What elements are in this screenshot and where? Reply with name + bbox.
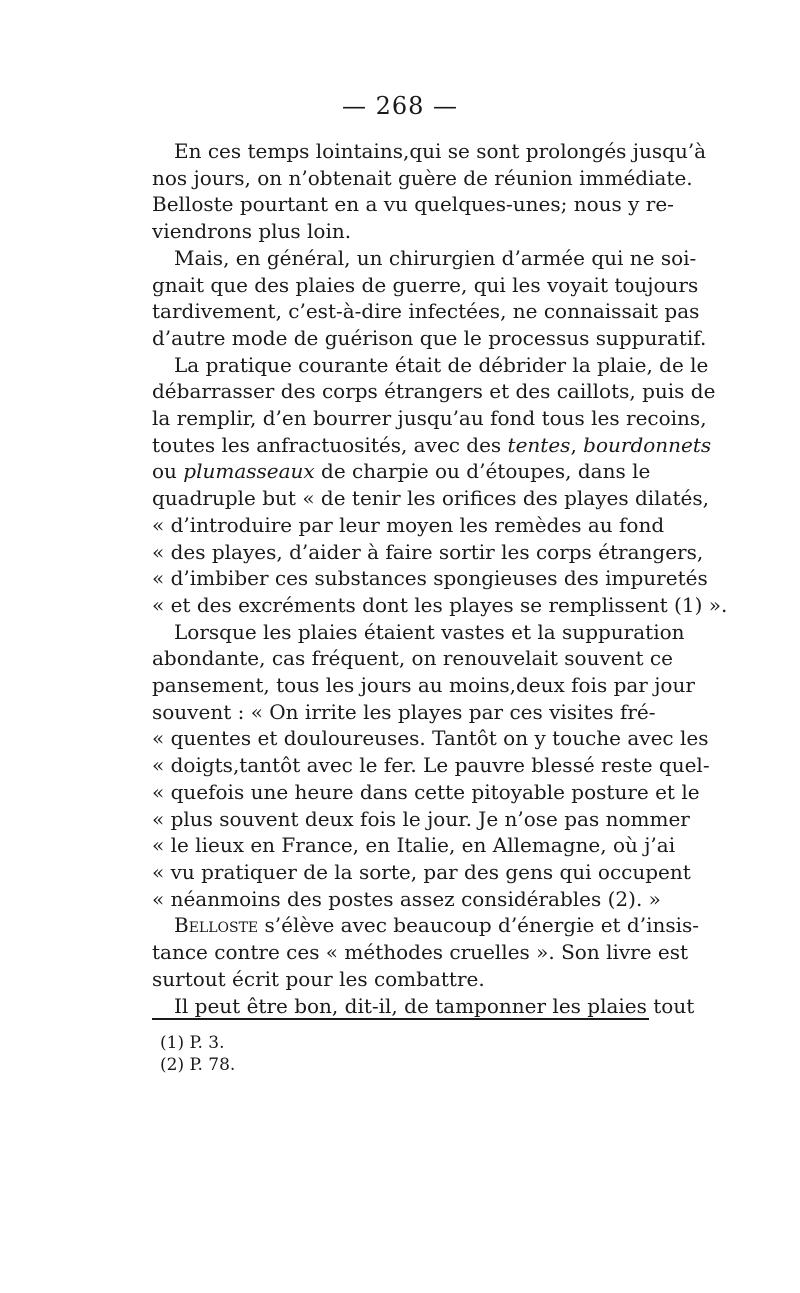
text-line: tance contre ces « méthodes cruelles ». Son livre est bbox=[152, 940, 689, 965]
text-line: souvent : « On irrite les playes par ces visites fré- bbox=[152, 699, 656, 724]
text-line: « néanmoins des postes assez considérables (2). » bbox=[152, 886, 661, 911]
text-line: quadruple but « de tenir les orifices des playes dilatés, bbox=[152, 486, 709, 511]
author-name: Belloste bbox=[174, 913, 259, 938]
text-line: viendrons plus loin. bbox=[152, 219, 352, 244]
text-segment: toutes les anfractuosités, avec des bbox=[152, 432, 508, 457]
text-line: « d’imbiber ces substances spongieuses des impuretés bbox=[152, 566, 708, 591]
text-line: nos jours, on n’obtenait guère de réunion immédiate. bbox=[152, 165, 693, 190]
italic-term: plumasseaux bbox=[183, 459, 315, 484]
text-line: tardivement, c’est-à-dire infectées, ne connaissait pas bbox=[152, 299, 700, 324]
italic-term: bourdonnets bbox=[583, 432, 712, 457]
text-line: Lorsque les plaies étaient vastes et la suppuration bbox=[174, 619, 685, 644]
text-line bbox=[152, 432, 712, 459]
text-segment: ou bbox=[152, 459, 184, 484]
text-line: surtout écrit pour les combattre. bbox=[152, 966, 485, 991]
text-line bbox=[152, 912, 700, 939]
text-line: « le lieux en France, en Italie, en Allemagne, où j’ai bbox=[152, 833, 676, 858]
text-line: abondante, cas fréquent, on renouvelait souvent ce bbox=[152, 646, 673, 671]
italic-term: tentes bbox=[507, 432, 571, 457]
text-segment: s’élève avec beaucoup d’énergie et d’insis- bbox=[258, 913, 700, 938]
text-line: Mais, en général, un chirurgien d’armée qui ne soi- bbox=[174, 245, 697, 270]
text-line: « d’introduire par leur moyen les remèdes au fond bbox=[152, 512, 665, 537]
text-line: débarrasser des corps étrangers et des caillots, puis de bbox=[152, 379, 716, 404]
text-line: Belloste pourtant en a vu quelques-unes; nous y re- bbox=[152, 192, 674, 217]
text-line: gnait que des plaies de guerre, qui les voyait toujours bbox=[152, 272, 699, 297]
text-line: la remplir, d’en bourrer jusqu’au fond tous les recoins, bbox=[152, 406, 707, 431]
text-line: d’autre mode de guérison que le processus suppuratif. bbox=[152, 325, 707, 350]
footnote: (2) P. 78. bbox=[160, 1055, 236, 1075]
text-line: « des playes, d’aider à faire sortir les corps étrangers, bbox=[152, 539, 704, 564]
text-segment: , bbox=[570, 432, 584, 457]
text-line: Il peut être bon, dit-il, de tamponner les plaies tout bbox=[174, 993, 695, 1018]
text-line: « quefois une heure dans cette pitoyable posture et le bbox=[152, 779, 700, 804]
page-number: — 268 — bbox=[341, 92, 459, 120]
text-line: « plus souvent deux fois le jour. Je n’ose pas nommer bbox=[152, 806, 690, 831]
text-line: « vu pratiquer de la sorte, par des gens qui occupent bbox=[152, 859, 691, 884]
text-line: « doigts,tantôt avec le fer. Le pauvre blessé reste quel- bbox=[152, 753, 710, 778]
footnote: (1) P. 3. bbox=[160, 1033, 225, 1053]
text-line: « quentes et douloureuses. Tantôt on y touche avec les bbox=[152, 726, 709, 751]
text-line bbox=[152, 458, 651, 485]
text-line: En ces temps lointains,qui se sont prolongés jusqu’à bbox=[174, 139, 707, 163]
text-segment: de charpie ou d’étoupes, dans le bbox=[314, 459, 651, 484]
text-line: La pratique courante était de débrider la plaie, de le bbox=[174, 352, 709, 377]
footnote-divider bbox=[152, 1018, 649, 1020]
text-line: pansement, tous les jours au moins,deux fois par jour bbox=[152, 673, 695, 698]
body-text bbox=[152, 138, 728, 1019]
text-line: « et des excréments dont les playes se remplissent (1) ». bbox=[152, 592, 728, 617]
footnotes bbox=[160, 1032, 235, 1076]
